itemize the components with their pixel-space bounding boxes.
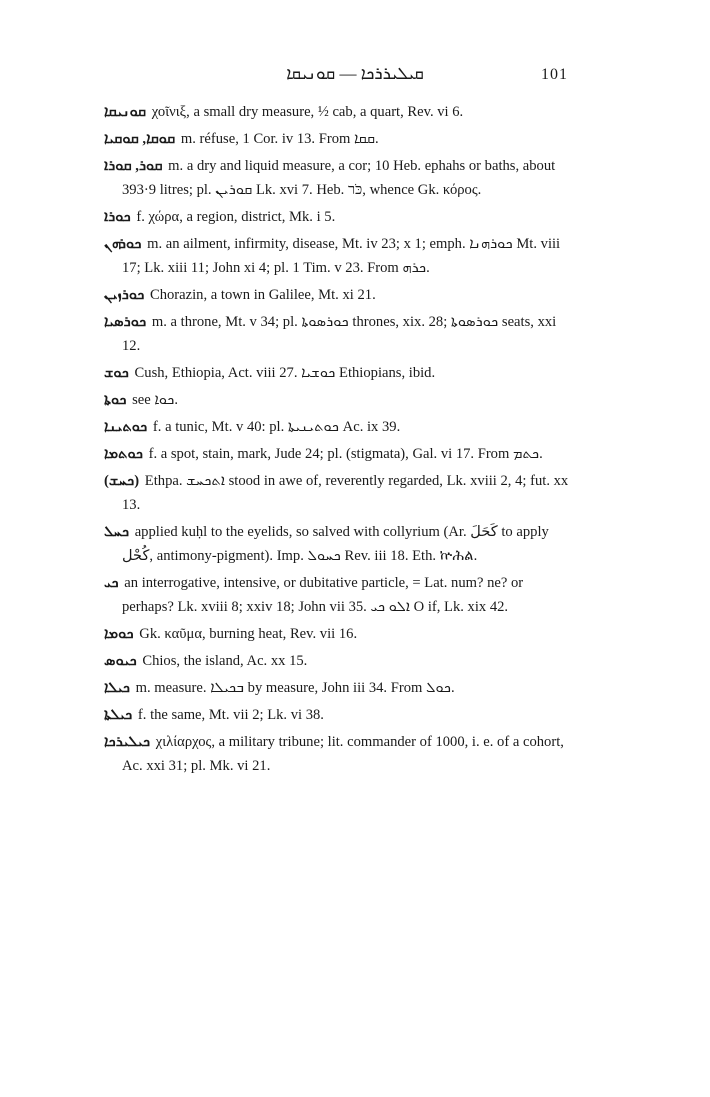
- dictionary-entry: [104, 469, 574, 517]
- dictionary-entry: [104, 232, 574, 280]
- dictionary-entry: [104, 622, 574, 646]
- entry-text: m. measure. ܒܟܝܠܐ by measure, John iii 34. From ܟܘܠ.: [135, 680, 455, 696]
- entry-headword: ܟܘܬܝܢܐ: [104, 419, 148, 435]
- entry-headword: ܟܝܠܐ: [104, 680, 130, 696]
- entry-headword: ܟܘܡܐ: [104, 626, 134, 642]
- entry-headword: ܟܘܬܡܐ: [104, 446, 143, 462]
- entry-text: χοῖνιξ, a small dry measure, ½ cab, a quart, Rev. vi 6.: [151, 104, 464, 120]
- page-number: 101: [541, 66, 568, 83]
- entry-text: Gk. καῦμα, burning heat, Rev. vii 16.: [139, 626, 358, 642]
- entry-text: f. a spot, stain, mark, Jude 24; pl. (stigmata), Gal. vi 17. From ܟܬܡ.: [148, 446, 543, 462]
- dictionary-entry: [104, 442, 574, 466]
- running-head: ܩܝܠܝܪܪܟܐ — ܩܘܢܝܩܐ: [286, 64, 424, 83]
- dictionary-entry: [104, 676, 574, 700]
- entry-headword: ܟܘܫ: [104, 365, 129, 381]
- entry-headword: ܟܘܪܗܢ: [104, 236, 142, 252]
- dictionary-entry: [104, 154, 574, 202]
- page-header: [0, 64, 710, 88]
- entry-headword: ܩܘܩܐ, ܩܘܩܝܐ: [104, 131, 176, 147]
- dictionary-entry: [104, 520, 574, 568]
- entry-list: [104, 100, 574, 778]
- dictionary-entry: [104, 730, 574, 778]
- entry-text: m. a throne, Mt. v 34; pl. ܟܘܪܣܘܬܐ thrones, xix. 28; ܟܘܪܣܘܬܐ seats, xxi 12.: [122, 314, 557, 354]
- entry-text: Chorazin, a town in Galilee, Mt. xi 21.: [149, 287, 376, 303]
- entry-headword: ܟܝܘܣ: [104, 653, 137, 669]
- entry-text: m. réfuse, 1 Cor. iv 13. From ܩܩܐ.: [180, 131, 379, 147]
- entry-headword: ܟܘܪܙܝܢ: [104, 287, 145, 303]
- entry-text: Chios, the island, Ac. xx 15.: [142, 653, 308, 669]
- dictionary-entry: [104, 703, 574, 727]
- entry-text: χιλίαρχος, a military tribune; lit. commander of 1000, i. e. of a cohort, Ac. xxi 31; pl. Mk. vi 21.: [122, 734, 564, 774]
- entry-headword: ܟܝ: [104, 575, 119, 591]
- entry-text: Cush, Ethiopia, Act. viii 27. ܟܘܫܝܐ Ethiopians, ibid.: [134, 365, 436, 381]
- dictionary-entry: [104, 571, 574, 619]
- entry-text: f. a tunic, Mt. v 40: pl. ܟܘܬܝܢܝܬܐ Ac. ix 39.: [152, 419, 401, 435]
- entry-headword: ܩܘܪ, ܩܘܪܐ: [104, 158, 163, 174]
- dictionary-entry: [104, 205, 574, 229]
- entry-headword: ܟܚܠ: [104, 524, 130, 540]
- entry-headword: ܟܝܠܬܐ: [104, 707, 133, 723]
- entry-headword: ܟܘܬܐ: [104, 392, 127, 408]
- entry-text: f. χώρα, a region, district, Mk. i 5.: [136, 209, 336, 225]
- entry-text: Ethpa. ܐܬܟܚܫ stood in awe of, reverently regarded, Lk. xviii 2, 4; fut. xx 13.: [122, 473, 569, 513]
- entry-text: m. a dry and liquid measure, a cor; 10 Heb. ephahs or baths, about 393·9 litres; pl. ܩܘܪܝܢ Lk. xvi 7. Heb. כֹּר, whence Gk. κόρος.: [122, 158, 556, 198]
- dictionary-entry: [104, 127, 574, 151]
- entry-headword: (ܟܚܫ): [104, 473, 140, 489]
- entry-text: f. the same, Mt. vii 2; Lk. vi 38.: [137, 707, 324, 723]
- dictionary-entry: [104, 310, 574, 358]
- dictionary-entry: [104, 361, 574, 385]
- entry-headword: ܩܘܢܝܩܐ: [104, 104, 147, 120]
- entry-text: m. an ailment, infirmity, disease, Mt. iv 23; x 1; emph. ܟܘܪܗܢܐ Mt. viii 17; Lk. xiii 11; John xi 4; pl. 1 Tim. v 23. From ܟܪܗ.: [122, 236, 561, 276]
- entry-headword: ܟܝܠܝܪܟܐ: [104, 734, 151, 750]
- dictionary-entry: [104, 388, 574, 412]
- dictionary-entry: [104, 283, 574, 307]
- entry-headword: ܟܘܪܐ: [104, 209, 131, 225]
- entry-text: applied kuḥl to the eyelids, so salved with collyrium (Ar. كَحَلَ to apply كُحْل, antimony-pigment). Imp. ܟܚܘܠ Rev. iii 18. Eth. ኵሕል.: [122, 524, 549, 564]
- entry-text: an interrogative, intensive, or dubitative particle, = Lat. num? ne? or perhaps? Lk. xviii 8; xxiv 18; John vii 35. ܐܠܘ ܟܝ O if, Lk. xix 42.: [122, 575, 524, 615]
- entry-headword: ܟܘܪܣܝܐ: [104, 314, 147, 330]
- dictionary-entry: [104, 100, 574, 124]
- dictionary-entry: [104, 415, 574, 439]
- entry-text: see ܟܘܐ.: [132, 392, 178, 408]
- dictionary-entry: [104, 649, 574, 673]
